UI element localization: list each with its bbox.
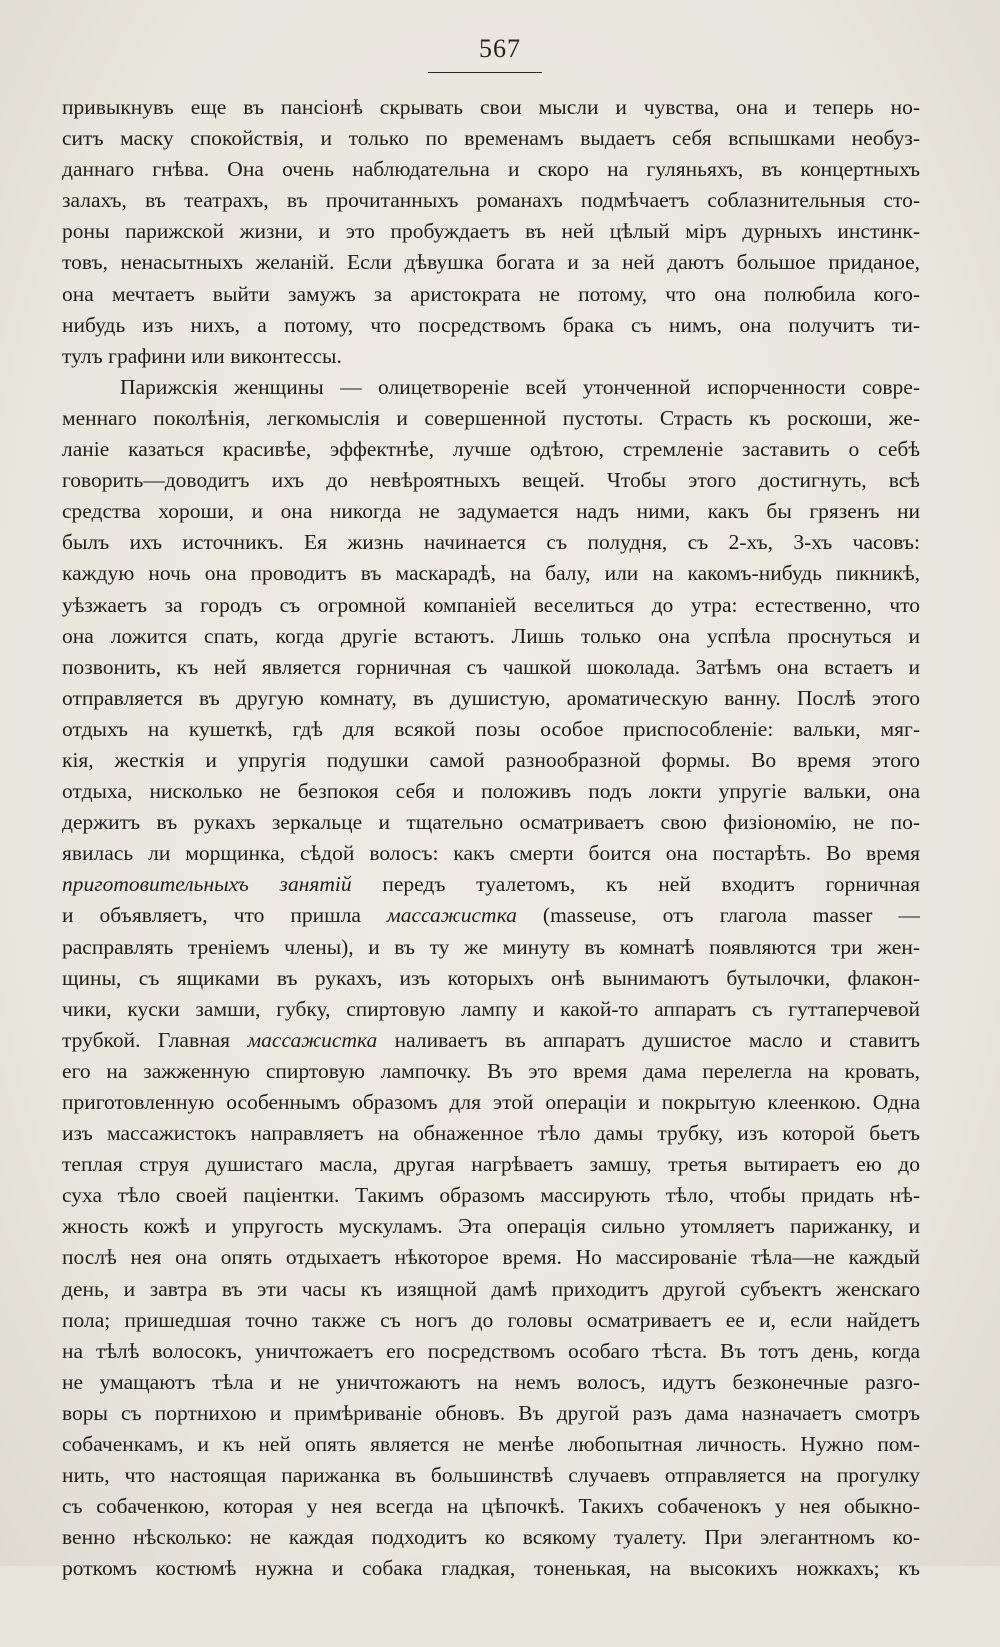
text-line-with-italic	[62, 1025, 920, 1056]
text-line: послѣ нея она опять отдыхаетъ нѣкоторое время. Но массированіе тѣла—не каждый	[62, 1245, 920, 1270]
text-line: жность кожѣ и упругость мускуламъ. Эта операція сильно утомляетъ парижанку, и	[62, 1214, 920, 1239]
italic-phrase: массажистка	[387, 903, 517, 928]
body-text	[62, 92, 920, 1647]
italic-phrase: массажистка	[247, 1027, 378, 1052]
page-number: 567	[479, 34, 521, 63]
text-segment: трубкой. Главная	[62, 1027, 231, 1052]
text-line: расправлять тренiемъ члены), и въ ту же минуту въ комнатѣ появляются три жен-	[62, 934, 920, 959]
text-line: не умащаютъ тѣла и не уничтожаютъ на немъ волосъ, идутъ безконечные разго-	[62, 1369, 920, 1394]
text-line: суха тѣло своей паціентки. Такимъ образомъ массирують тѣло, чтобы придать нѣ-	[62, 1183, 920, 1208]
text-line: привыкнувъ еще въ пансіонѣ скрывать свои мысли и чувства, она и теперь но-	[62, 95, 920, 119]
text-line: роткомъ костюмѣ нужна и собака гладкая, тоненькая, на высокихъ ножкахъ; къ	[62, 1556, 920, 1581]
text-line: даннаго гнѣва. Она очень наблюдательна и скоро на гуляньяхъ, въ концертныхъ	[62, 157, 920, 182]
text-line: держитъ въ рукахъ зеркальце и тщательно осматриваетъ свою физіономію, не по-	[62, 810, 920, 835]
text-line: приготовленную особеннымъ образомъ для этой операціи и покрытую клеенкою. Одна	[62, 1090, 920, 1114]
text-line: отдыха, нисколько не безпокоя себя и положивъ подъ локти упругіе вальки, она	[62, 779, 920, 804]
text-line: теплая струя душистаго масла, другая нагрѣваетъ замшу, третья вытираетъ ею до	[62, 1152, 920, 1177]
text-segment: передъ туалетомъ, къ ней входитъ горничная	[382, 872, 920, 897]
text-line: съ собаченкою, которая у нея всегда на цѣпочкѣ. Такихъ собаченокъ у нея обыкно-	[62, 1494, 920, 1519]
text-line: отдыхъ на кушеткѣ, гдѣ для всякой позы особое приспособленіе: вальки, мяг-	[62, 716, 920, 741]
text-line: ситъ маску спокойствія, и только по временамъ выдаетъ себя вспышками необуз-	[62, 126, 920, 151]
text-line: чики, куски замши, губку, спиртовую лампу и какой-то аппаратъ съ гуттаперчевой	[62, 996, 920, 1021]
text-line: меннаго поколѣнія, легкомыслія и совершенной пустоты. Страсть къ роскоши, же-	[62, 405, 920, 430]
text-line	[62, 1585, 920, 1616]
text-line: ланіе казаться красивѣе, эффектнѣе, лучше одѣтою, стремленіе заставить о себѣ	[62, 437, 920, 462]
text-line: позвонить, къ ней является горничная съ чашкой шоколада. Затѣмъ она встаетъ и	[62, 654, 920, 679]
text-line: его на зажженную спиртовую лампочку. Въ это время дама перелегла на кровать,	[62, 1058, 920, 1083]
text-line: собаченкамъ, и къ ней опять является не менѣе любопытная личность. Нужно пом-	[62, 1432, 920, 1457]
text-line: отправляется въ другую комнату, въ душистую, ароматическую ванну. Послѣ этого	[62, 685, 920, 710]
text-line: уѣзжаетъ за городъ съ огромной компаніей веселиться до утра: естественно, что	[62, 592, 920, 617]
text-line: кія, жесткія и упругія подушки самой разнообразной формы. Во время этого	[62, 747, 920, 772]
text-line: воры съ портнихою и примѣриваніе обновъ. Въ другой разъ дама назначаетъ смотръ	[62, 1400, 920, 1425]
text-line-with-italic	[62, 869, 920, 900]
text-segment: (masseuse, отъ глагола masser —	[542, 903, 920, 928]
text-line: явилась ли морщинка, сѣдой волосъ: какъ смерти боится она постарѣть. Во время	[62, 841, 920, 866]
text-line	[62, 1616, 920, 1647]
text-line: средства хороши, и она никогда не задумается надъ ними, какъ бы грязенъ ни	[62, 499, 920, 524]
text-line: она ложится спать, когда другіе встаютъ. Лишь только она успѣла проснуться и	[62, 623, 920, 648]
text-line: товъ, ненасытныхъ желаній. Если дѣвушка богата и за ней даютъ большое приданое,	[62, 250, 920, 275]
text-line: она мечтаетъ выйти замужъ за аристократа не потому, что она полюбила кого-	[62, 281, 920, 306]
text-line-with-italic	[62, 900, 920, 931]
text-line: залахъ, въ театрахъ, въ прочитанныхъ романахъ подмѣчаетъ соблазнительныя сто-	[62, 188, 920, 213]
text-line: венно нѣсколько: не каждая подходитъ ко всякому туалету. При элегантномъ ко-	[62, 1525, 920, 1550]
text-line: щины, съ ящиками въ рукахъ, изъ которыхъ онѣ вынимаютъ бутылочки, флакон-	[62, 965, 920, 990]
italic-phrase: приготовительныхъ занятій	[62, 872, 352, 897]
text-line: былъ ихъ источникъ. Ея жизнь начинается съ полудня, съ 2-хъ, 3-хъ часовъ:	[62, 530, 920, 555]
text-line: нибудь изъ нихъ, а потому, что посредствомъ брака съ нимъ, она получитъ ти-	[62, 312, 920, 337]
text-segment: наливаетъ въ аппаратъ душистое масло и ставитъ	[394, 1027, 920, 1052]
text-line: каждую ночь она проводитъ въ маскарадѣ, на балу, или на какомъ-нибудь пикникѣ,	[62, 561, 920, 586]
text-line: день, и завтра въ эти часы къ изящной дамѣ приходитъ другой субъектъ женскаго	[62, 1276, 920, 1301]
text-line: изъ массажистокъ направляетъ на обнаженное тѣло дамы трубку, изъ которой бьетъ	[62, 1121, 920, 1146]
text-line: роны парижской жизни, и это пробуждаетъ въ ней цѣлый міръ дурныхъ инстинк-	[62, 219, 920, 244]
text-line: на тѣлѣ волосокъ, уничтожаетъ его посредствомъ особаго тѣста. Въ тотъ день, когда	[62, 1338, 920, 1363]
text-segment: и объявляетъ, что пришла	[62, 903, 361, 928]
text-line: говорить—доводитъ ихъ до невѣроятныхъ вещей. Чтобы этого достигнуть, всѣ	[62, 468, 920, 493]
text-line: нить, что настоящая парижанка въ большинствѣ случаевъ отправляется на прогулку	[62, 1463, 920, 1488]
paragraph-start-line: Парижскія женщины — олицетвореніе всей утонченной испорченности совре-	[120, 374, 920, 399]
paragraph-end-line: тулъ графини или виконтессы.	[62, 343, 342, 368]
header-rule	[428, 72, 542, 73]
text-line: пола; пришедшая точно также съ ногъ до головы осматриваетъ ее и, если найдетъ	[62, 1307, 920, 1332]
